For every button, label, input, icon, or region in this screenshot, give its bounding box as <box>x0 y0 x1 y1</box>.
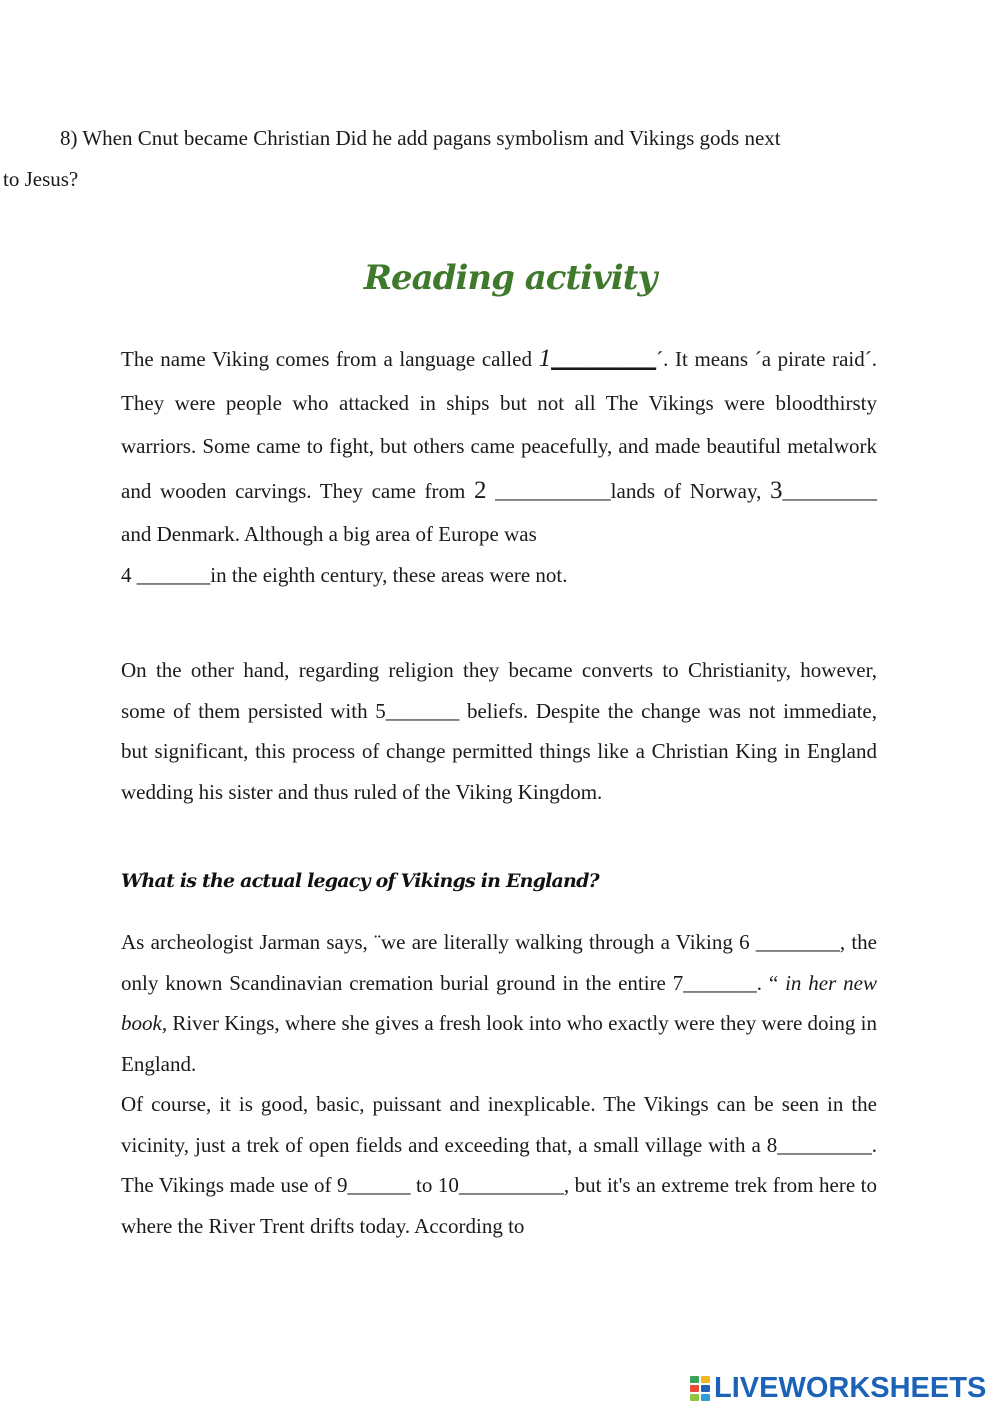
blank-number-3: 3 <box>770 476 783 504</box>
liveworksheets-logo-icon <box>690 1376 710 1401</box>
reading-activity-title: Reading activity <box>363 258 657 298</box>
p1-text-4: _________ and Denmark. Although a big area of Europe was <box>121 478 877 546</box>
question-8-line-1: 8) When Cnut became Christian Did he add pagans symbolism and Vikings gods next <box>60 126 781 150</box>
blank-number-2: 2 <box>474 476 487 504</box>
p1-text-2: ´. It means ´a pirate raid´. They were people who attacked in ships but not all The Vikings were bloodthirsty warriors. Some came to fight, but others came peacefully, and made beautiful metalwork and wooden carvings. They came from <box>121 347 877 503</box>
p3-text-2: River Kings, where she gives a fresh look into who exactly were they were doing in England. <box>121 1011 877 1076</box>
paragraph-3 <box>121 922 877 1084</box>
p1-text-1: The name Viking comes from a language called <box>121 347 539 371</box>
liveworksheets-logo-text: LIVEWORKSHEETS <box>714 1371 987 1404</box>
liveworksheets-logo <box>690 1372 986 1404</box>
legacy-subheading: What is the actual legacy of Vikings in England? <box>121 870 599 892</box>
paragraph-1 <box>121 337 877 595</box>
p1-text-5: 4 _______in the eighth century, these areas were not. <box>121 562 568 587</box>
paragraph-4: Of course, it is good, basic, puissant and inexplicable. The Vikings can be seen in the vicinity, just a trek of open fields and exceeding that, a small village with a 8_________. The Vikings made use of 9______ to 10__________, but it's an extreme trek from here to where the River Trent drifts today. According to <box>121 1092 877 1238</box>
p1-text-3: ___________lands of Norway, <box>486 478 770 503</box>
p3-text-1: As archeologist Jarman says, ¨we are literally walking through a Viking 6 ________, the only known Scandinavian cremation burial ground in the entire 7_______. “ <box>121 930 877 995</box>
question-8 <box>3 118 878 200</box>
question-8-line-2: to Jesus? <box>3 167 79 191</box>
p3-italic: in her new book, <box>121 970 878 1035</box>
blank-1[interactable]: __________ <box>551 347 657 371</box>
blank-number-1: 1 <box>538 345 552 372</box>
paragraph-2: On the other hand, regarding religion they became converts to Christianity, however, some of them persisted with 5_______ beliefs. Despite the change was not immediate, but significant, this process of change permitted things like a Christian King in England wedding his sister and thus ruled of the Viking Kingdom. <box>121 658 877 804</box>
